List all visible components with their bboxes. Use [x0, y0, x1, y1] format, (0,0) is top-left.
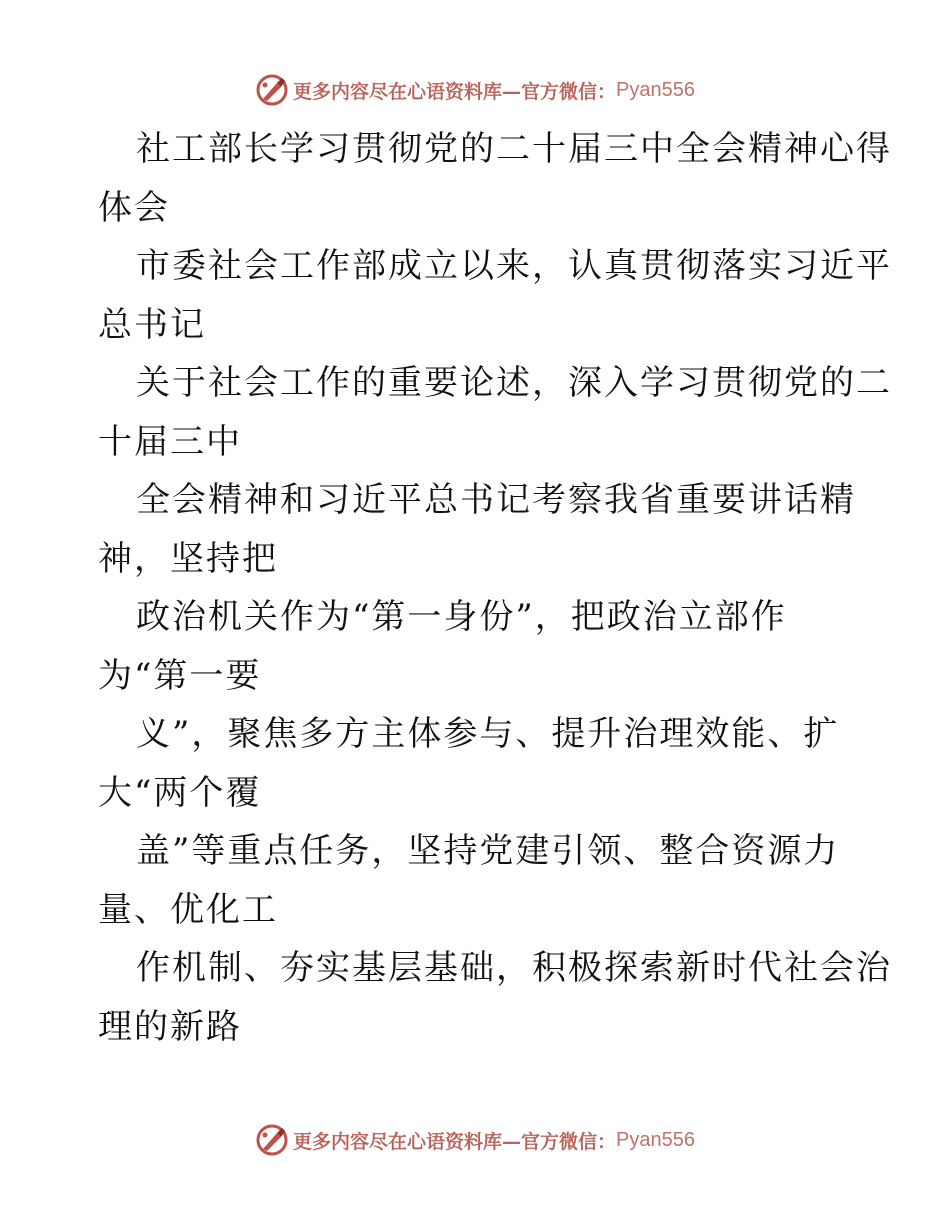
- pen-logo-icon: [255, 73, 289, 107]
- text-line: 作机制、夯实基层基础，积极探索新时代社会治: [136, 948, 892, 988]
- text-line: 体会: [98, 187, 170, 228]
- watermark-wechat-id: Pyan556: [616, 78, 695, 101]
- text-line: 大“两个覆: [98, 772, 262, 813]
- text-line: 理的新路: [98, 1006, 242, 1047]
- text-line: 社工部长学习贯彻党的二十届三中全会精神心得: [136, 129, 892, 169]
- watermark-text: 更多内容尽在心语资料库—官方微信：: [293, 80, 617, 103]
- footer-watermark: [0, 1120, 950, 1160]
- text-line: 义”，聚焦多方主体参与、提升治理效能、扩: [136, 714, 840, 754]
- text-line: 盖”等重点任务，坚持党建引领、整合资源力: [136, 831, 840, 871]
- document-body: [98, 120, 892, 1056]
- text-line: 量、优化工: [98, 889, 278, 930]
- text-line: 关于社会工作的重要论述，深入学习贯彻党的二: [136, 363, 892, 403]
- text-line: 为“第一要: [98, 655, 262, 696]
- text-line: 总书记: [98, 304, 206, 345]
- text-line: 政治机关作为“第一身份”，把政治立部作: [136, 597, 787, 637]
- text-line: 市委社会工作部成立以来，认真贯彻落实习近平: [136, 246, 892, 286]
- text-line: 全会精神和习近平总书记考察我省重要讲话精: [136, 480, 856, 520]
- pen-logo-icon: [255, 1123, 289, 1157]
- watermark-wechat-id: Pyan556: [616, 1128, 695, 1151]
- header-watermark: [0, 70, 950, 110]
- text-line: 十届三中: [98, 421, 242, 462]
- text-line: 神，坚持把: [98, 538, 278, 579]
- watermark-text: 更多内容尽在心语资料库—官方微信：: [293, 1130, 617, 1153]
